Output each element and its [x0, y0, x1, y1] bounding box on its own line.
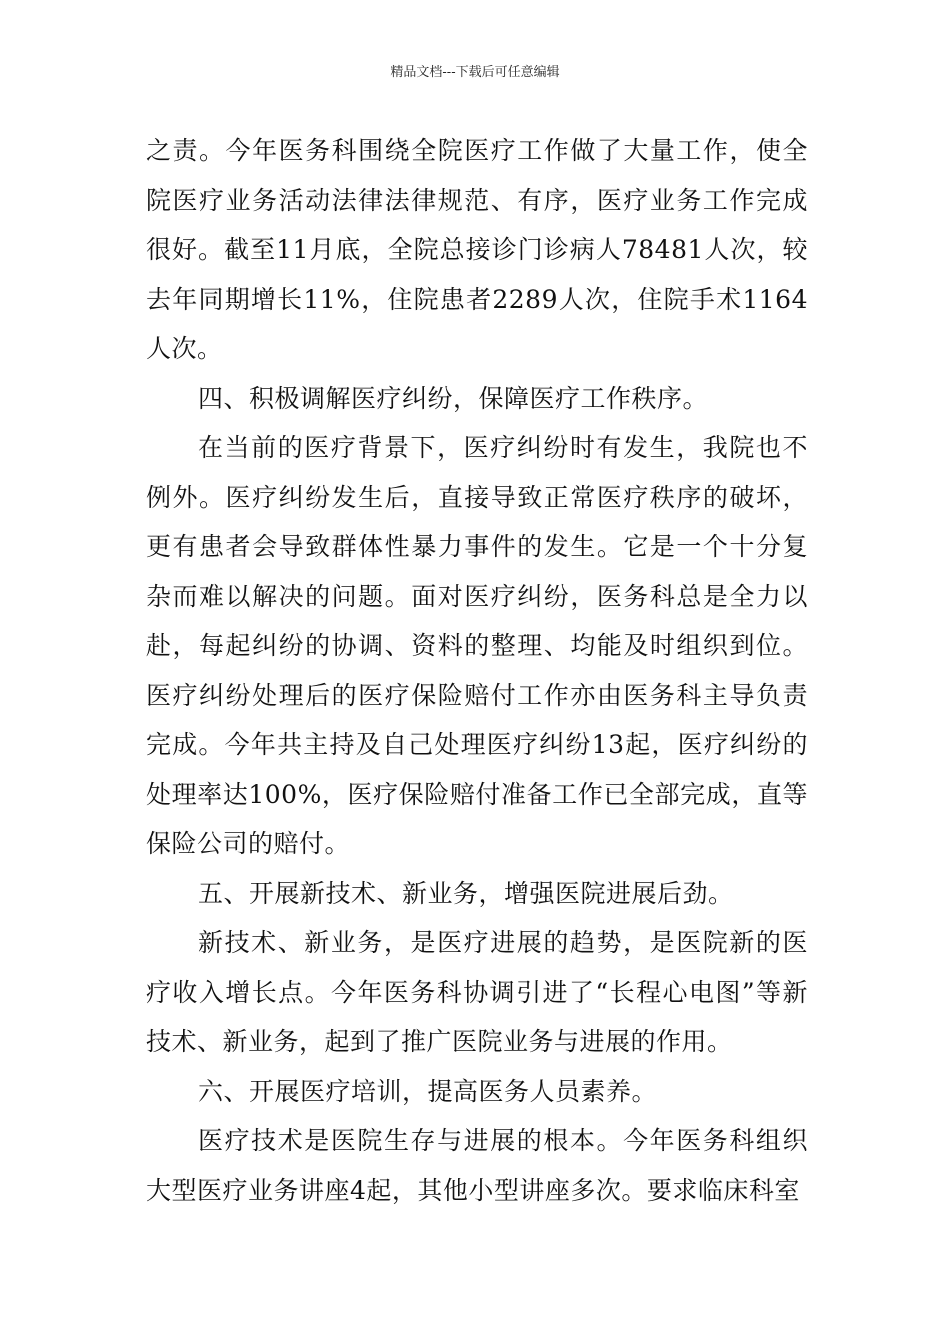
paragraph-summary-continued: 之责。今年医务科围绕全院医疗工作做了大量工作，使全院医疗业务活动法律法律规范、有序，医疗业务工作完成很好。截至11月底，全院总接诊门诊病人78481人次，较去年同期增长11%，住院患者2289人次，住院手术1164人次。 — [146, 136, 808, 363]
section-heading-4: 四、积极调解医疗纠纷，保障医疗工作秩序。 — [198, 383, 709, 413]
section-heading-6: 六、开展医疗培训，提高医务人员素养。 — [198, 1076, 658, 1106]
section-heading-5: 五、开展新技术、新业务，增强医院进展后劲。 — [198, 878, 734, 908]
document-body — [146, 126, 808, 1215]
paragraph-medical-training: 医疗技术是医院生存与进展的根本。今年医务科组织大型医疗业务讲座4起，其他小型讲座多次。要求临床科室 — [146, 1126, 808, 1205]
paragraph-medical-disputes: 在当前的医疗背景下，医疗纠纷时有发生，我院也不例外。医疗纠纷发生后，直接导致正常医疗秩序的破坏，更有患者会导致群体性暴力事件的发生。它是一个十分复杂而难以解决的问题。面对医疗纠纷，医务科总是全力以赴，每起纠纷的协调、资料的整理、均能及时组织到位。医疗纠纷处理后的医疗保险赔付工作亦由医务科主导负责完成。今年共主持及自己处理医疗纠纷13起，医疗纠纷的处理率达100%，医疗保险赔付准备工作已全部完成，直等保险公司的赔付。 — [146, 433, 808, 858]
paragraph-new-technology: 新技术、新业务，是医疗进展的趋势，是医院新的医疗收入增长点。今年医务科协调引进了“长程心电图”等新技术、新业务，起到了推广医院业务与进展的作用。 — [146, 928, 808, 1056]
page-header: 精品文档---下载后可任意编辑 — [390, 65, 560, 80]
